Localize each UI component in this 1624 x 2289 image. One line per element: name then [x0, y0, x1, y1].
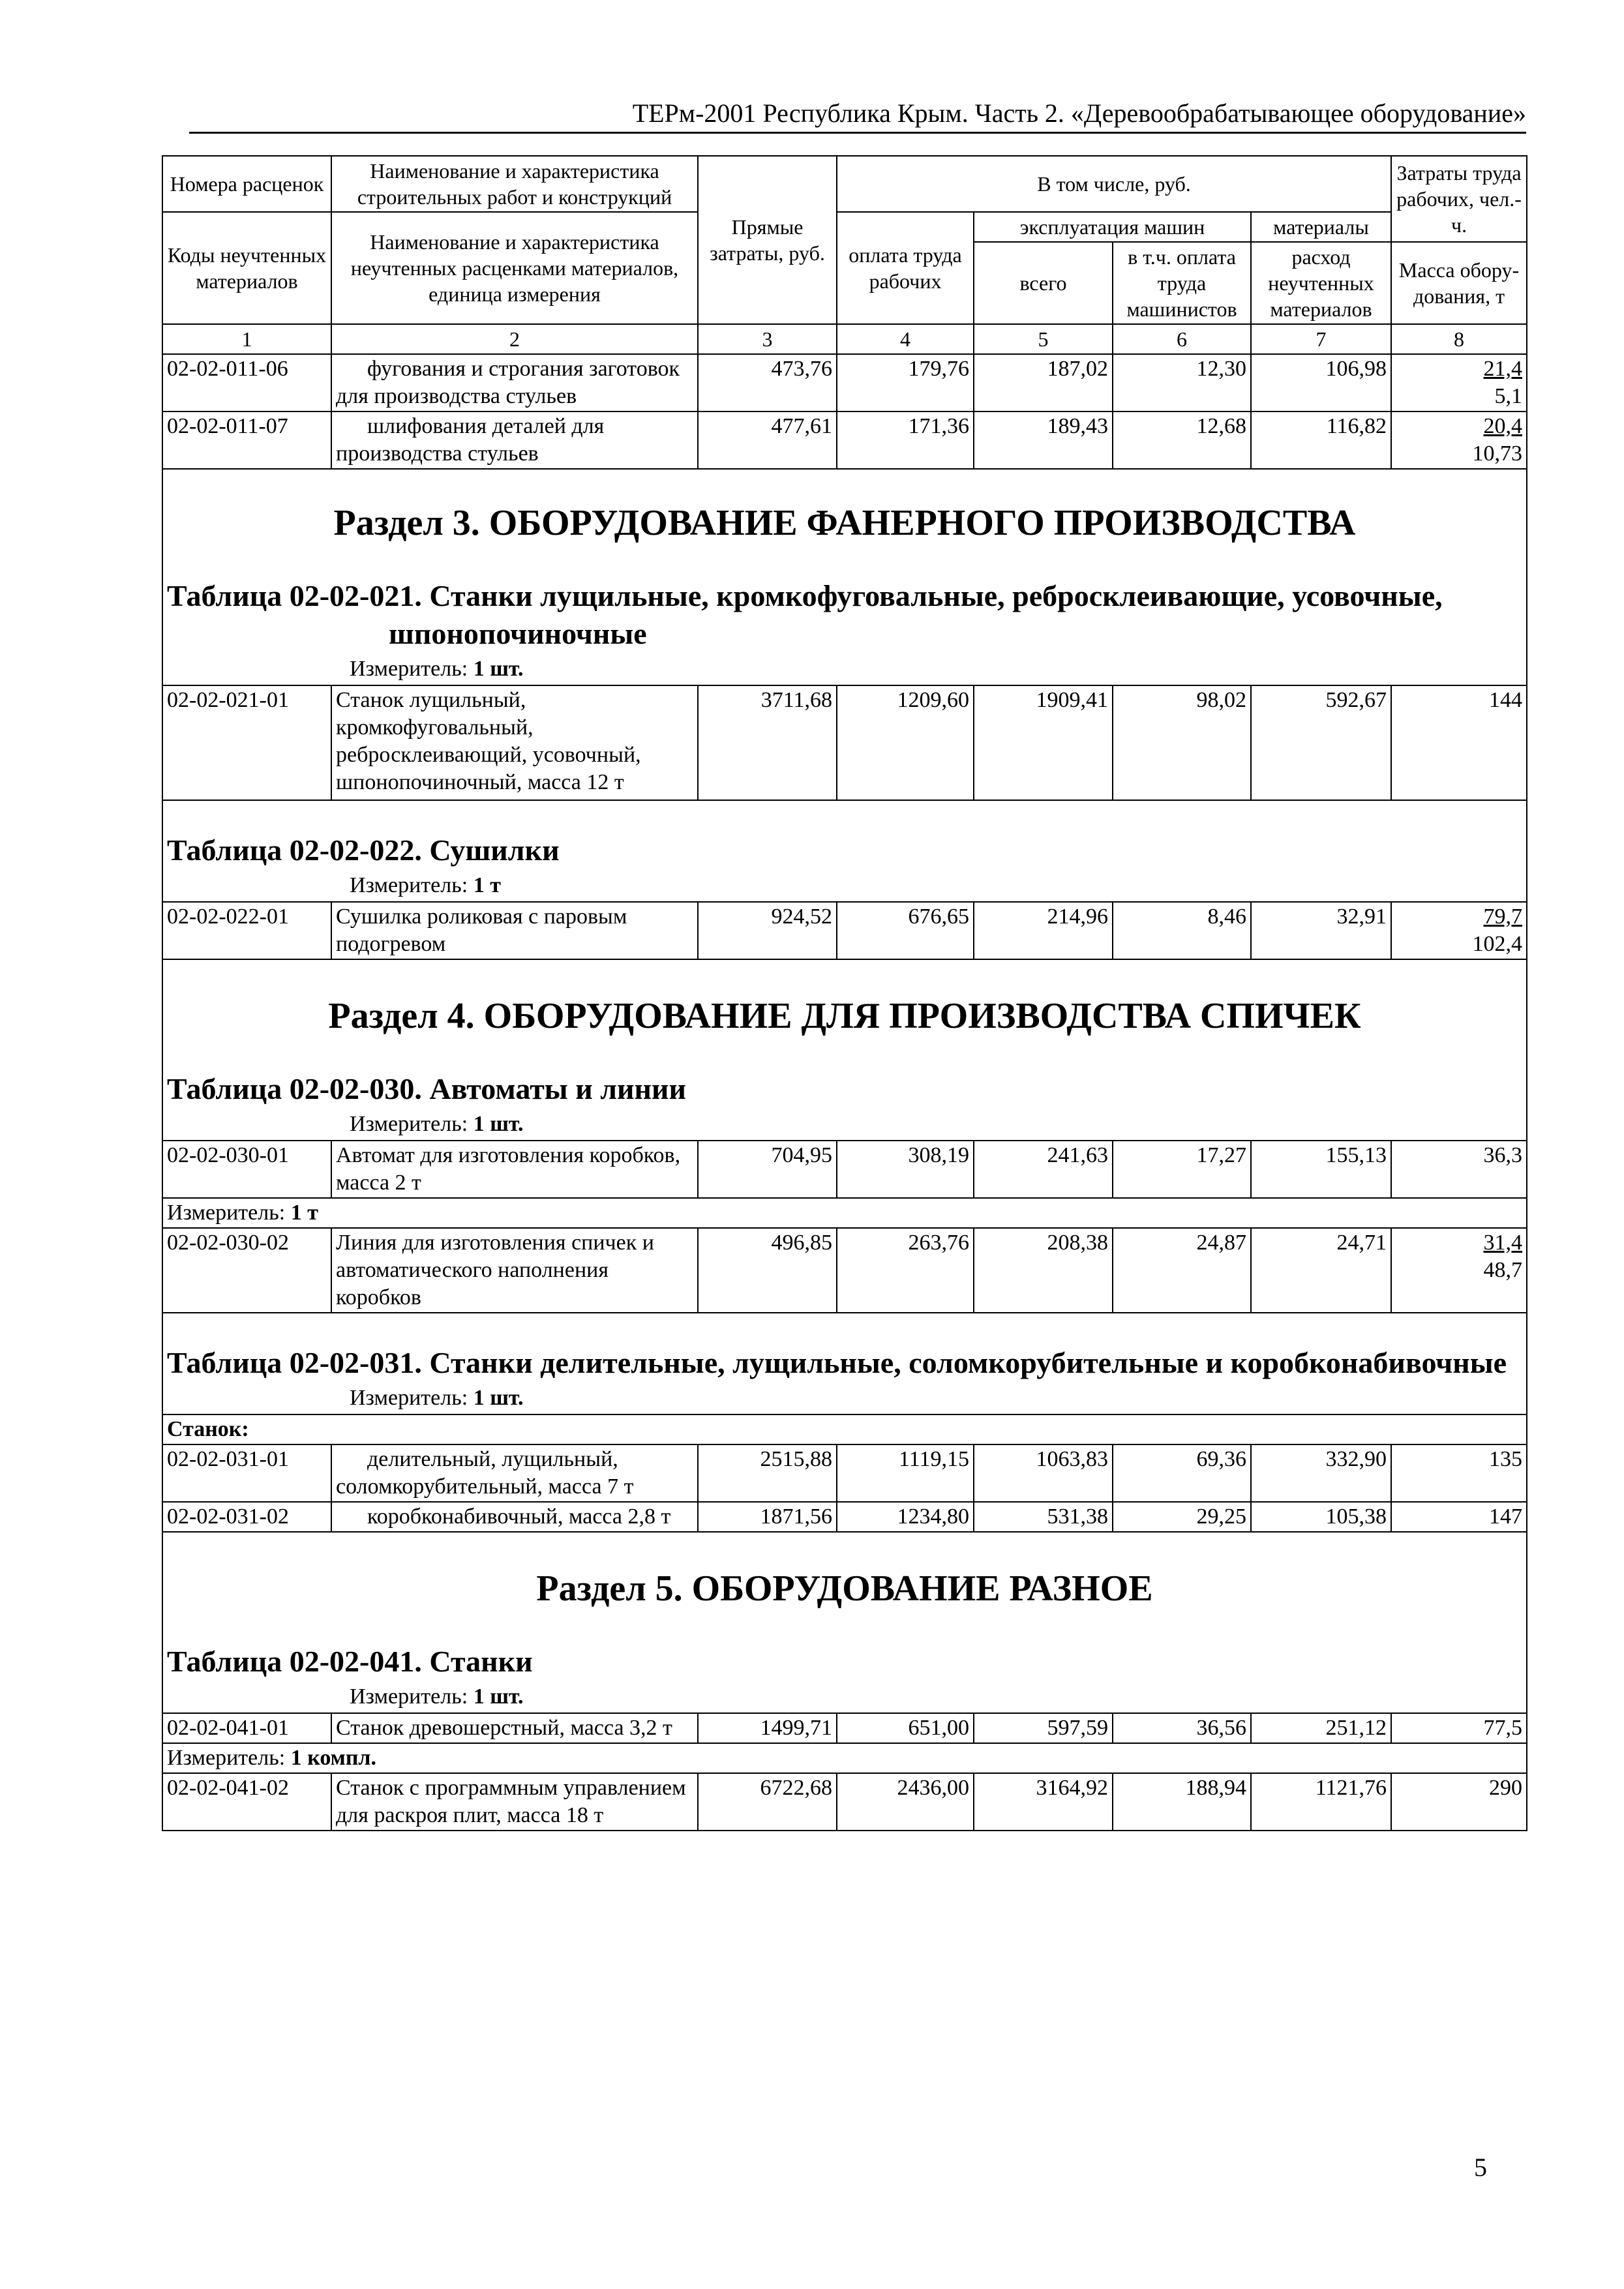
table-021-title: Таблица 02-02-021. Станки лущильные, кромкофуговальные, ребросклеивающие, усовочные, шпонопочиночные [167, 579, 1443, 650]
row-wages: 1119,15 [837, 1444, 974, 1502]
row-labor: 147 [1391, 1502, 1527, 1532]
row-direct: 2515,88 [698, 1444, 837, 1502]
row-code: 02-02-041-01 [162, 1713, 331, 1743]
measure-value: 1 компл. [290, 1746, 377, 1770]
row-direct: 477,61 [698, 411, 837, 469]
row-wages: 308,19 [837, 1141, 974, 1198]
row-machines: 187,02 [974, 354, 1113, 411]
col-labor-top: Затраты труда рабочих, чел.-ч. [1391, 156, 1527, 242]
row-code: 02-02-030-02 [162, 1228, 331, 1313]
subgroup-label: Станок: [162, 1414, 1527, 1444]
header-rule [189, 132, 1526, 134]
table-row [162, 1228, 1527, 1313]
section-4-heading [162, 959, 1527, 1141]
table-041-title: Таблица 02-02-041. Станки [167, 1645, 533, 1678]
row-mass: 5,1 [1494, 384, 1523, 408]
row-name: фугования и строгания заготовок для производства стульев [331, 354, 698, 411]
col-num-3: 3 [698, 324, 837, 354]
row-code: 02-02-022-01 [162, 902, 331, 959]
row-materials: 332,90 [1251, 1444, 1391, 1502]
table-row [162, 1444, 1527, 1502]
row-materials: 106,98 [1251, 354, 1391, 411]
measure-021 [167, 655, 1522, 683]
row-code: 02-02-011-07 [162, 411, 331, 469]
col-num-6: 6 [1113, 324, 1251, 354]
row-wages: 2436,00 [837, 1773, 974, 1831]
measure-label: Измеритель: [167, 1201, 286, 1225]
measure-022 [167, 872, 1522, 899]
row-machines-wages: 69,36 [1113, 1444, 1251, 1502]
row-name: Станок с программным управлением для раскроя плит, масса 18 т [331, 1773, 698, 1831]
measure-label: Измеритель: [350, 1386, 468, 1410]
row-name: Станок лущильный, кромкофуговальный, ребросклеивающий, усовочный, шпонопочиночный, масса 12 т [331, 685, 698, 800]
row-labor: 20,4 [1483, 414, 1523, 438]
row-materials: 24,71 [1251, 1228, 1391, 1313]
measure-value: 1 т [290, 1201, 318, 1225]
col-machines-wages: в т.ч. оплата труда машинистов [1113, 242, 1251, 324]
row-machines: 531,38 [974, 1502, 1113, 1532]
col-machines: эксплуатация машин [974, 212, 1251, 242]
row-machines: 1909,41 [974, 685, 1113, 800]
row-labor: 290 [1391, 1773, 1527, 1831]
table-022-heading [162, 800, 1527, 902]
row-labor: 79,7 [1483, 905, 1523, 929]
row-direct: 1871,56 [698, 1502, 837, 1532]
row-machines-wages: 29,25 [1113, 1502, 1251, 1532]
section-3-title: Раздел 3. ОБОРУДОВАНИЕ ФАНЕРНОГО ПРОИЗВОДСТВА [333, 503, 1356, 543]
row-machines-wages: 12,68 [1113, 411, 1251, 469]
col-num-8: 8 [1391, 324, 1527, 354]
row-code: 02-02-031-02 [162, 1502, 331, 1532]
col-direct: Прямые затраты, руб. [698, 156, 837, 324]
section-5-title: Раздел 5. ОБОРУДОВАНИЕ РАЗНОЕ [536, 1568, 1153, 1609]
table-row [162, 354, 1527, 411]
row-labor: 36,3 [1391, 1141, 1527, 1198]
row-machines: 189,43 [974, 411, 1113, 469]
row-direct: 1499,71 [698, 1713, 837, 1743]
row-machines: 208,38 [974, 1228, 1113, 1313]
table-row [162, 1713, 1527, 1743]
table-030-title: Таблица 02-02-030. Автоматы и линии [167, 1072, 687, 1105]
measure-value: 1 шт. [473, 657, 524, 681]
col-codes-top: Номера расценок [162, 156, 331, 212]
col-materials: материалы [1251, 212, 1391, 242]
measure-label: Измеритель: [350, 657, 468, 681]
row-materials: 155,13 [1251, 1141, 1391, 1198]
col-num-7: 7 [1251, 324, 1391, 354]
row-mass: 102,4 [1472, 932, 1523, 956]
col-num-4: 4 [837, 324, 974, 354]
table-022-title: Таблица 02-02-022. Сушилки [167, 833, 560, 867]
row-materials: 32,91 [1251, 902, 1391, 959]
row-machines-wages: 24,87 [1113, 1228, 1251, 1313]
row-labor-mass [1391, 411, 1527, 469]
measure-value: 1 т [473, 873, 501, 897]
measure-value: 1 шт. [473, 1386, 524, 1410]
rates-table [162, 155, 1527, 1831]
row-materials: 116,82 [1251, 411, 1391, 469]
measure-label: Измеритель: [167, 1746, 286, 1770]
col-codes-bottom: Коды неучтенных материалов [162, 212, 331, 324]
table-row [162, 1502, 1527, 1532]
measure-031 [167, 1384, 1522, 1412]
row-name: коробконабивочный, масса 2,8 т [331, 1502, 698, 1532]
row-materials: 592,67 [1251, 685, 1391, 800]
row-machines-wages: 12,30 [1113, 354, 1251, 411]
row-machines-wages: 36,56 [1113, 1713, 1251, 1743]
row-machines: 241,63 [974, 1141, 1113, 1198]
col-num-5: 5 [974, 324, 1113, 354]
row-direct: 704,95 [698, 1141, 837, 1198]
col-wages: оплата труда рабочих [837, 212, 974, 324]
row-materials: 1121,76 [1251, 1773, 1391, 1831]
row-name: делительный, лущильный, соломкорубительный, масса 7 т [331, 1444, 698, 1502]
measure-041-1 [167, 1683, 1522, 1711]
table-row [162, 411, 1527, 469]
row-machines-wages: 17,27 [1113, 1141, 1251, 1198]
col-name-top: Наименование и характеристика строительных работ и конструкций [331, 156, 698, 212]
table-row [162, 1141, 1527, 1198]
measure-label: Измеритель: [350, 1684, 468, 1709]
col-name-bottom: Наименование и характеристика неучтенных расценками материалов, единица измерения [331, 212, 698, 324]
row-direct: 924,52 [698, 902, 837, 959]
table-row [162, 1773, 1527, 1831]
row-machines-wages: 98,02 [1113, 685, 1251, 800]
measure-030-1 [167, 1111, 1522, 1138]
measure-label: Измеритель: [350, 873, 468, 897]
row-materials: 251,12 [1251, 1713, 1391, 1743]
row-name: шлифования деталей для производства стульев [331, 411, 698, 469]
col-num-1: 1 [162, 324, 331, 354]
row-wages: 651,00 [837, 1713, 974, 1743]
row-code: 02-02-011-06 [162, 354, 331, 411]
row-materials: 105,38 [1251, 1502, 1391, 1532]
row-labor: 77,5 [1391, 1713, 1527, 1743]
row-machines: 597,59 [974, 1713, 1113, 1743]
col-incl: В том числе, руб. [837, 156, 1391, 212]
measure-label: Измеритель: [350, 1112, 468, 1136]
measure-value: 1 шт. [473, 1112, 524, 1136]
row-machines: 214,96 [974, 902, 1113, 959]
row-name: Автомат для изготовления коробков, масса 2 т [331, 1141, 698, 1198]
row-code: 02-02-021-01 [162, 685, 331, 800]
table-row [162, 902, 1527, 959]
section-3-heading [162, 469, 1527, 685]
section-5-heading [162, 1532, 1527, 1713]
table-031-title: Таблица 02-02-031. Станки делительные, лущильные, соломкорубительные и коробконабивочные [167, 1346, 1507, 1379]
row-mass: 48,7 [1483, 1258, 1523, 1282]
table-031-heading [162, 1313, 1527, 1414]
row-wages: 1234,80 [837, 1502, 974, 1532]
row-name: Станок древошерстный, масса 3,2 т [331, 1713, 698, 1743]
row-name: Линия для изготовления спичек и автоматического наполнения коробков [331, 1228, 698, 1313]
row-wages: 171,36 [837, 411, 974, 469]
col-machines-total: всего [974, 242, 1113, 324]
col-num-2: 2 [331, 324, 698, 354]
row-labor: 144 [1391, 685, 1527, 800]
row-labor: 31,4 [1483, 1231, 1523, 1255]
row-direct: 3711,68 [698, 685, 837, 800]
row-wages: 676,65 [837, 902, 974, 959]
row-machines: 3164,92 [974, 1773, 1113, 1831]
row-name: Сушилка роликовая с паровым подогревом [331, 902, 698, 959]
row-code: 02-02-030-01 [162, 1141, 331, 1198]
page-number: 5 [1474, 2153, 1487, 2182]
col-materials-sub: расход неучтенных материалов [1251, 242, 1391, 324]
row-machines: 1063,83 [974, 1444, 1113, 1502]
row-labor-mass [1391, 1228, 1527, 1313]
section-4-title: Раздел 4. ОБОРУДОВАНИЕ ДЛЯ ПРОИЗВОДСТВА СПИЧЕК [328, 996, 1361, 1036]
row-direct: 473,76 [698, 354, 837, 411]
row-labor-mass [1391, 354, 1527, 411]
row-labor: 135 [1391, 1444, 1527, 1502]
row-labor-mass [1391, 902, 1527, 959]
measure-030-2 [162, 1198, 1527, 1228]
row-machines-wages: 8,46 [1113, 902, 1251, 959]
row-wages: 1209,60 [837, 685, 974, 800]
row-mass: 10,73 [1472, 441, 1523, 466]
row-code: 02-02-031-01 [162, 1444, 331, 1502]
page-header: ТЕРм-2001 Республика Крым. Часть 2. «Деревообрабатывающее оборудование» [632, 98, 1526, 128]
row-code: 02-02-041-02 [162, 1773, 331, 1831]
measure-value: 1 шт. [473, 1684, 524, 1709]
row-direct: 6722,68 [698, 1773, 837, 1831]
measure-041-2 [162, 1743, 1527, 1773]
row-machines-wages: 188,94 [1113, 1773, 1251, 1831]
row-wages: 179,76 [837, 354, 974, 411]
row-wages: 263,76 [837, 1228, 974, 1313]
row-labor: 21,4 [1483, 357, 1523, 381]
col-labor-bottom: Масса обору-дования, т [1391, 242, 1527, 324]
row-direct: 496,85 [698, 1228, 837, 1313]
table-row [162, 685, 1527, 800]
